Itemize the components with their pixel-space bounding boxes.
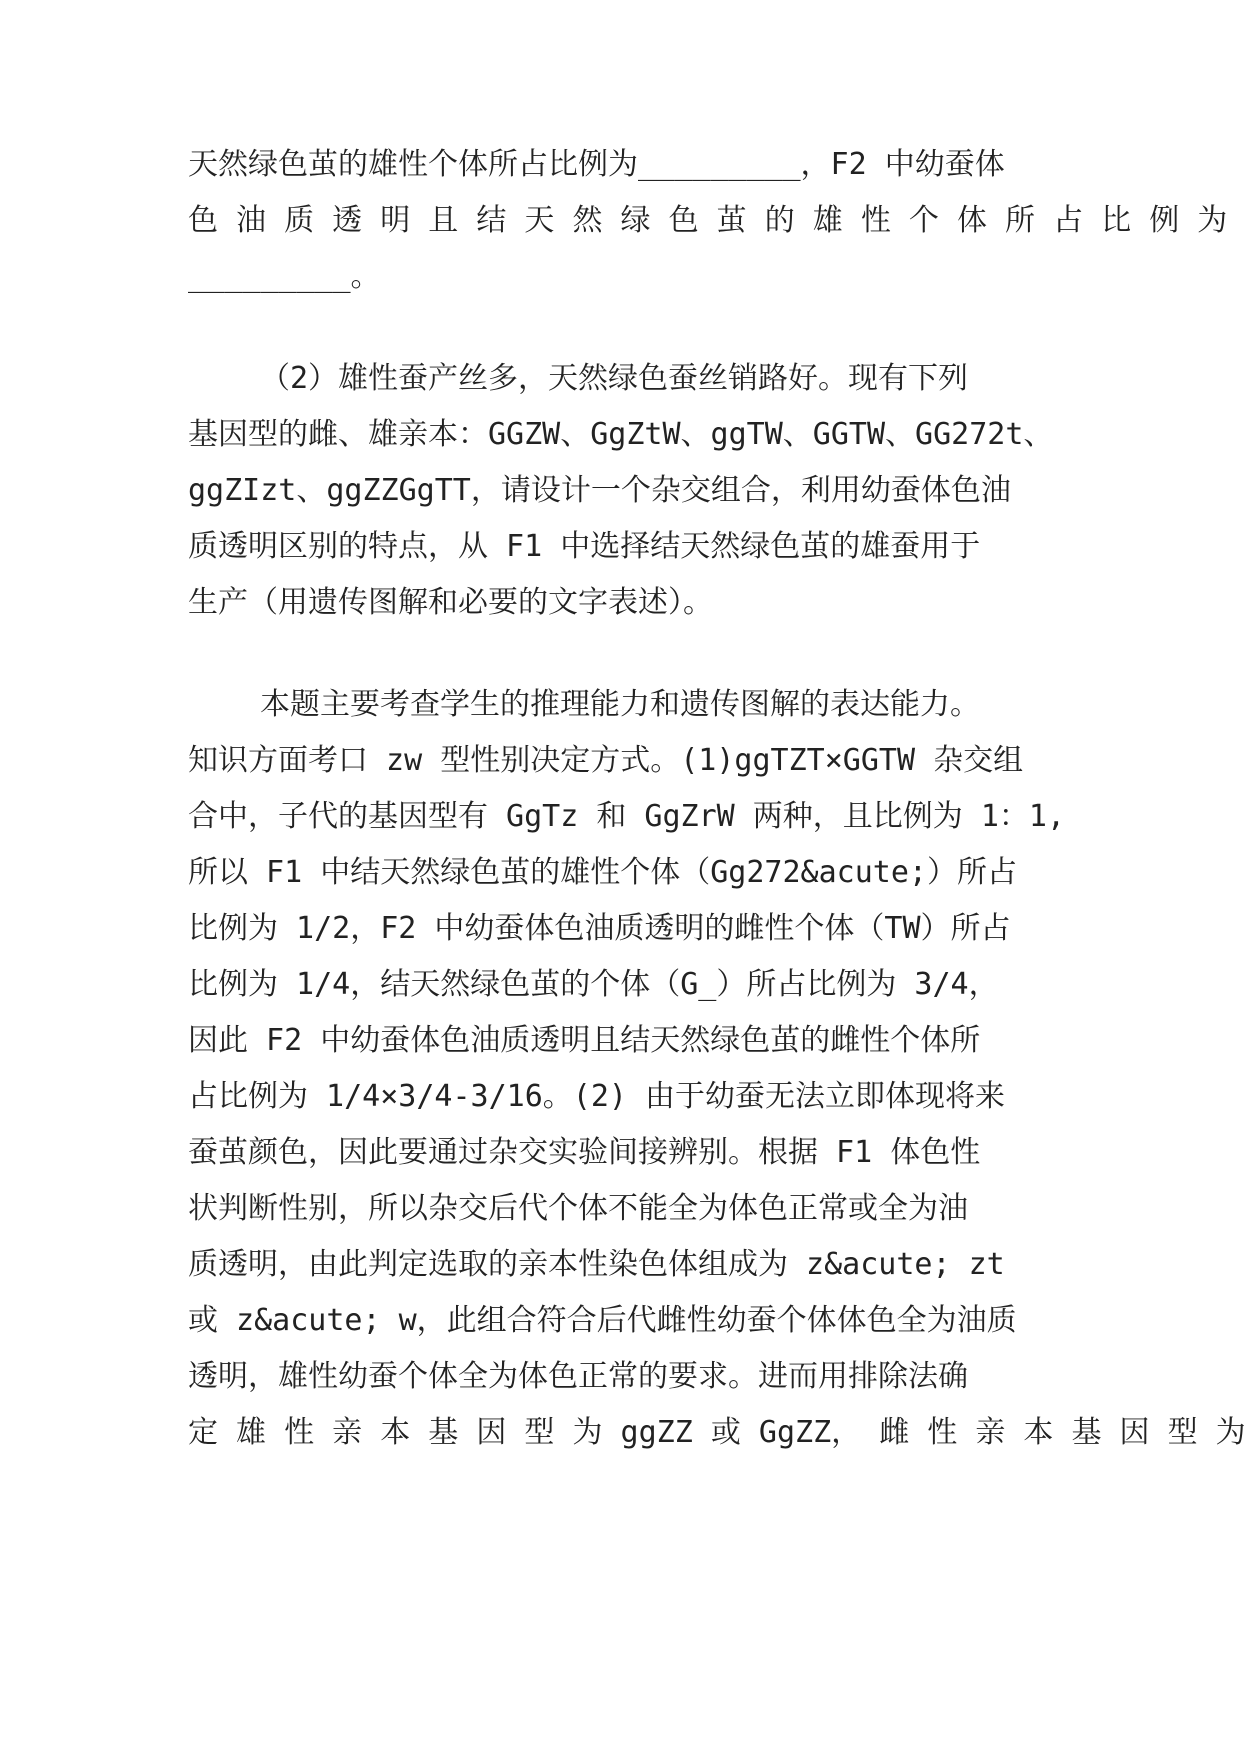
text-line: 占比例为 1/4×3/4-3/16。(2) 由于幼蚕无法立即体现将来 [188, 1079, 1006, 1114]
text-line: 质透明区别的特点，从 F1 中选择结天然绿色茧的雄蚕用于 [188, 529, 981, 564]
text-line: 状判断性别，所以杂交后代个体不能全为体色正常或全为油 [188, 1191, 968, 1226]
text-line: 因此 F2 中幼蚕体色油质透明且结天然绿色茧的雌性个体所 [188, 1023, 981, 1058]
text-line: 蚕茧颜色，因此要通过杂交实验间接辨别。根据 F1 体色性 [188, 1135, 981, 1170]
paragraph-first-line: 本题主要考查学生的推理能力和遗传图解的表达能力。 [260, 687, 980, 722]
text-line: 知识方面考口 zw 型性别决定方式。(1)ggTZT×GGTW 杂交组 [188, 743, 1024, 778]
text-line: 质透明，由此判定选取的亲本性染色体组成为 z&acute; zt [188, 1247, 1005, 1282]
text-line: 基因型的雌、雄亲本：GGZW、GgZtW、ggTW、GGTW、GG272t、 [188, 417, 1054, 452]
text-line: 色 油 质 透 明 且 结 天 然 绿 色 茧 的 雄 性 个 体 所 占 比 例 为 [188, 203, 1228, 238]
text-line: 比例为 1/4，结天然绿色茧的个体（G_）所占比例为 3/4， [188, 967, 999, 1002]
text-line: 天然绿色茧的雄性个体所占比例为_________，F2 中幼蚕体 [188, 147, 1005, 182]
paragraph-first-line: （2）雄性蚕产丝多，天然绿色蚕丝销路好。现有下列 [260, 361, 969, 396]
text-line: 所以 F1 中结天然绿色茧的雄性个体（Gg272&acute;）所占 [188, 855, 1017, 890]
text-line: 定 雄 性 亲 本 基 因 型 为 ggZZ 或 GgZZ， 雌 性 亲 本 基 因 型 为 [188, 1415, 1246, 1450]
text-line: 透明，雄性幼蚕个体全为体色正常的要求。进而用排除法确 [188, 1359, 968, 1394]
text-line: _________。 [188, 259, 381, 294]
text-line: 生产（用遗传图解和必要的文字表述）。 [188, 585, 713, 620]
text-line: 合中，子代的基因型有 GgTz 和 GgZrW 两种，且比例为 1：1, [188, 799, 1066, 834]
text-line: 或 z&acute; w，此组合符合后代雌性幼蚕个体体色全为油质 [188, 1303, 1017, 1338]
text-line: 比例为 1/2，F2 中幼蚕体色油质透明的雌性个体（TW）所占 [188, 911, 1011, 946]
text-line: ggZIzt、ggZZGgTT，请设计一个杂交组合，利用幼蚕体色油 [188, 473, 1011, 508]
